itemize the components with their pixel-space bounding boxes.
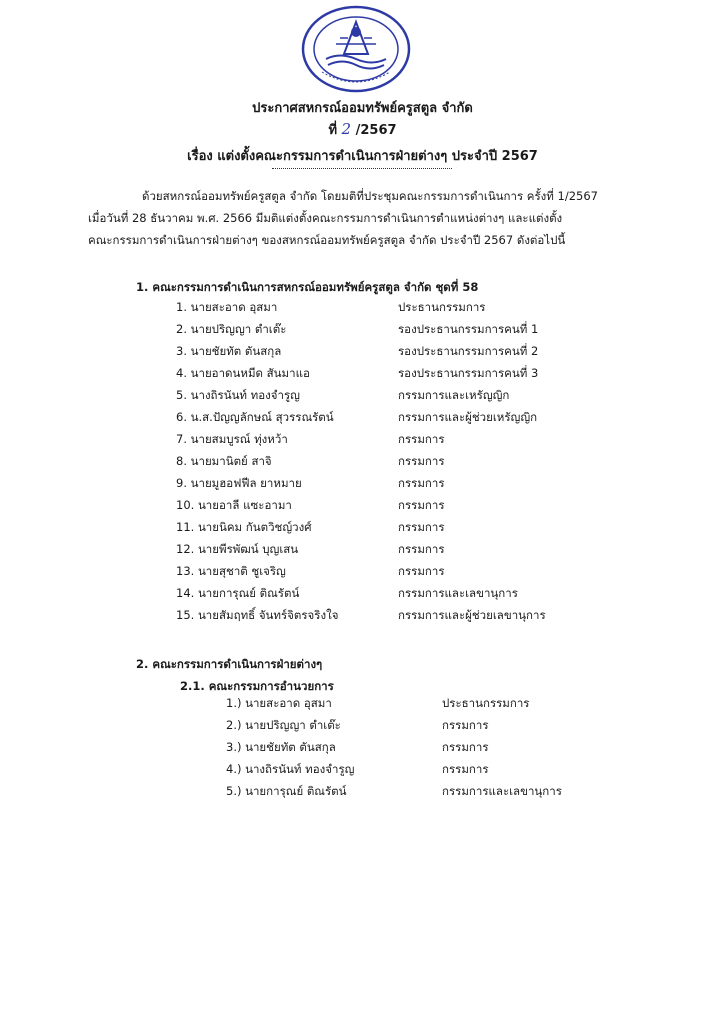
intro-line: เมื่อวันที่ 28 ธันวาคม พ.ศ. 2566 มีมติแต่งตั้งคณะกรรมการดำเนินการตำแหน่งต่างๆ และแต่งตั้ง (88, 211, 563, 225)
section-2-1-heading: 2.1. คณะกรรมการอำนวยการ (180, 679, 334, 693)
member-name: 9. นายมูฮอฟฟีล ยาหมาย (176, 476, 302, 490)
number-prefix: ที่ (328, 123, 338, 138)
member-position: กรรมการ (398, 564, 445, 578)
member-position: กรรมการ (398, 432, 445, 446)
member-position: กรรมการ (398, 454, 445, 468)
number-handwritten: 2 (341, 120, 352, 138)
member-name: 4.) นางถิรนันท์ ทองจำรูญ (226, 762, 355, 776)
member-position: กรรมการ (398, 520, 445, 534)
member-name: 7. นายสมบูรณ์ ทุ่งหว้า (176, 432, 288, 446)
member-name: 12. นายพีรพัฒน์ บุญเสน (176, 542, 299, 556)
member-name: 2.) นายปริญญา ตำเต๊ะ (226, 718, 341, 732)
member-name: 1.) นายสะอาด อุสมา (226, 696, 332, 710)
member-position: กรรมการและเลขานุการ (398, 586, 518, 600)
intro-paragraph (88, 185, 648, 251)
member-position: กรรมการ (442, 740, 489, 754)
section-1-heading: 1. คณะกรรมการดำเนินการสหกรณ์ออมทรัพย์ครูสตูล จำกัด ชุดที่ 58 (136, 280, 479, 294)
intro-line: ด้วยสหกรณ์ออมทรัพย์ครูสตูล จำกัด โดยมติที่ประชุมคณะกรรมการดำเนินการ ครั้งที่ 1/2567 (142, 189, 598, 203)
member-position: กรรมการ (398, 498, 445, 512)
member-name: 6. น.ส.ปัญญลักษณ์ สุวรรณรัตน์ (176, 410, 334, 424)
member-name: 3. นายชัยทัต ตันสกุล (176, 344, 282, 358)
intro-line: คณะกรรมการดำเนินการฝ่ายต่างๆ ของสหกรณ์ออมทรัพย์ครูสตูล จำกัด ประจำปี 2567 ดังต่อไปนี้ (88, 233, 566, 247)
member-position: กรรมการและผู้ช่วยเลขานุการ (398, 608, 546, 622)
member-position: รองประธานกรรมการคนที่ 2 (398, 344, 539, 358)
member-position: ประธานกรรมการ (442, 696, 530, 710)
announcement-number (0, 119, 725, 140)
member-position: กรรมการ (442, 762, 489, 776)
seal-emblem-icon (300, 4, 412, 94)
member-name: 5.) นายการุณย์ ติณรัตน์ (226, 784, 347, 798)
member-position: รองประธานกรรมการคนที่ 3 (398, 366, 539, 380)
member-position: ประธานกรรมการ (398, 300, 486, 314)
number-suffix: /2567 (355, 123, 397, 138)
member-name: 14. นายการุณย์ ติณรัตน์ (176, 586, 300, 600)
member-position: กรรมการและเหรัญญิก (398, 388, 510, 402)
member-name: 15. นายสัมฤทธิ์ จันทร์จิตรจริงใจ (176, 608, 339, 622)
dotted-divider (272, 168, 452, 169)
announcement-title: ประกาศสหกรณ์ออมทรัพย์ครูสตูล จำกัด (252, 101, 473, 116)
member-position: กรรมการและเลขานุการ (442, 784, 562, 798)
member-position: กรรมการ (442, 718, 489, 732)
member-position: กรรมการ (398, 542, 445, 556)
cooperative-seal (300, 4, 412, 94)
member-position: กรรมการ (398, 476, 445, 490)
section-2-heading: 2. คณะกรรมการดำเนินการฝ่ายต่างๆ (136, 657, 323, 671)
member-name: 3.) นายชัยทัต ตันสกุล (226, 740, 336, 754)
member-name: 1. นายสะอาด อุสมา (176, 300, 278, 314)
member-name: 5. นางถิรนันท์ ทองจำรูญ (176, 388, 300, 402)
announcement-subject: เรื่อง แต่งตั้งคณะกรรมการดำเนินการฝ่ายต่างๆ ประจำปี 2567 (187, 149, 538, 164)
member-name: 11. นายนิคม กันตวิชญ์วงศ์ (176, 520, 312, 534)
member-name: 4. นายอาดนหมีด สันมาแอ (176, 366, 310, 380)
member-name: 2. นายปริญญา ตำเต๊ะ (176, 322, 287, 336)
member-position: กรรมการและผู้ช่วยเหรัญญิก (398, 410, 538, 424)
member-name: 10. นายอาลี แซะอามา (176, 498, 292, 512)
member-name: 8. นายมานิตย์ สาจิ (176, 454, 272, 468)
member-name: 13. นายสุชาติ ชูเจริญ (176, 564, 286, 578)
member-position: รองประธานกรรมการคนที่ 1 (398, 322, 539, 336)
